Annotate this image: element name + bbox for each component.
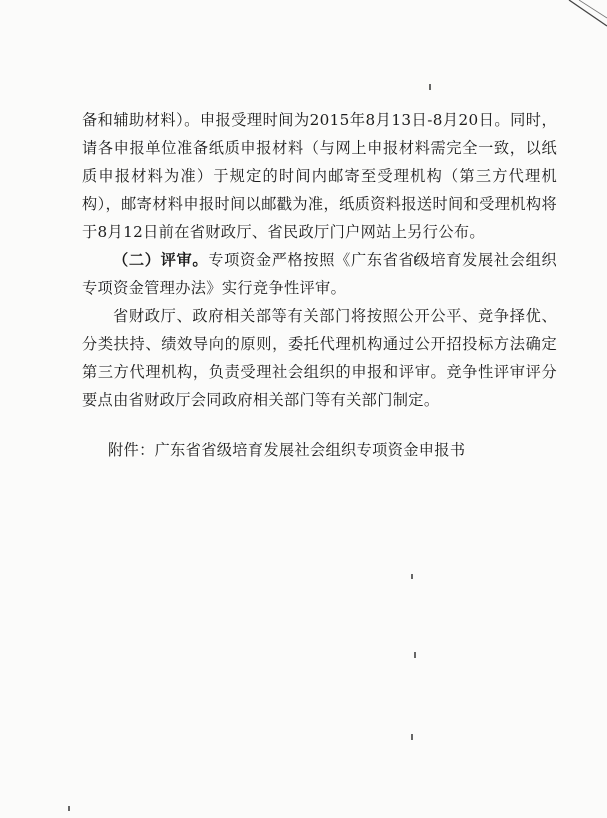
section-review	[82, 246, 557, 302]
section-review-heading: （二）评审。	[113, 251, 209, 269]
paragraph-application-materials: 备和辅助材料）。申报受理时间为2015年8月13日-8月20日。同时，请各申报单位准备纸质申报材料（与网上申报材料需完全一致，以纸质申报材料为准）于规定的时间内邮寄至受理机构（第三方代理机构），邮寄材料申报时间以邮戳为准，纸质资料报送时间和受理机构将于8月12日前在省财政厅、省民政厅门户网站上另行公布。	[82, 111, 557, 241]
scan-speck	[411, 574, 413, 579]
scan-speck	[411, 734, 413, 740]
corner-fold-mark	[561, 0, 607, 28]
section-review-body: 专项资金严格按照《广东省省级培育发展社会组织专项资金管理办法》实行竞争性评审。	[82, 251, 557, 297]
spacer	[82, 414, 557, 436]
scan-speck	[414, 652, 416, 658]
attachment-line: 附件：广东省省级培育发展社会组织专项资金申报书	[108, 441, 466, 459]
scan-speck	[68, 806, 70, 811]
scan-speck	[429, 84, 431, 90]
document-body	[82, 106, 557, 464]
paragraph-review-procedure: 省财政厅、政府相关部等有关部门将按照公开公平、竞争择优、分类扶持、绩效导向的原则，委托代理机构通过公开招投标方法确定第三方代理机构，负责受理社会组织的申报和评审。竞争性评审评分要点由省财政厅会同政府相关部门等有关部门制定。	[82, 307, 557, 409]
